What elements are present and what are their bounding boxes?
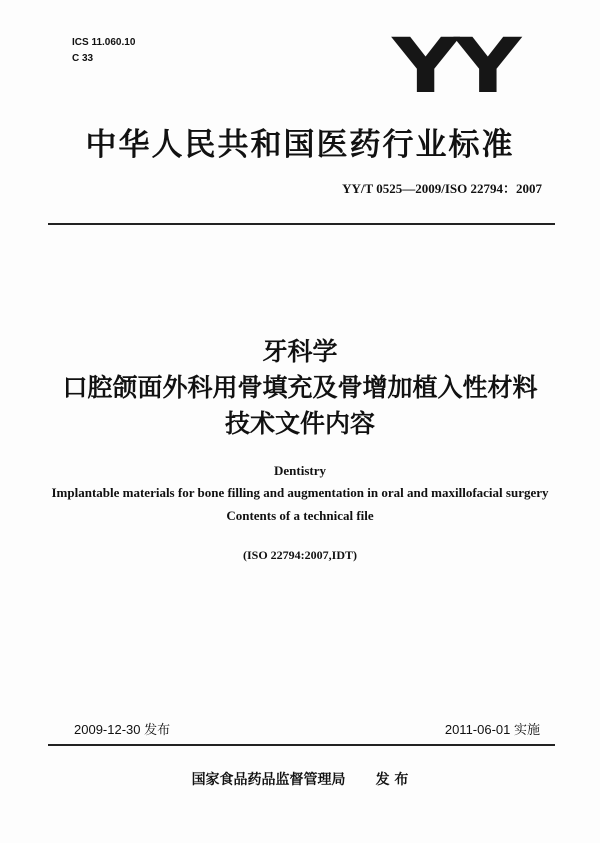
english-title-line-2: Implantable materials for bone filling and augmentation in oral and maxillofacial surgery [51, 485, 549, 500]
standard-category-title: 中华人民共和国医药行业标准 [85, 127, 515, 163]
top-divider [48, 223, 555, 225]
chinese-title-line-1: 牙科学 [262, 337, 338, 366]
issuing-authority [0, 770, 600, 790]
issuer-name: 国家食品药品监督管理局 [191, 772, 346, 788]
issuer-action: 发 布 [375, 772, 409, 788]
yy-logo: YY [392, 21, 517, 110]
ccs-code: C 33 [72, 53, 94, 64]
chinese-title-line-3: 技术文件内容 [224, 409, 375, 438]
iso-equivalence: (ISO 22794:2007,IDT) [242, 548, 357, 562]
english-title-line-1: Dentistry [274, 463, 326, 478]
bottom-divider [48, 744, 555, 746]
implementation-date: 2011-06-01 实施 [444, 722, 540, 737]
standard-number: YY/T 0525—2009/ISO 22794：2007 [342, 181, 542, 196]
ics-code: ICS 11.060.10 [72, 37, 136, 48]
chinese-title-line-2: 口腔颌面外科用骨填充及骨增加植入性材料 [62, 373, 538, 402]
publish-date: 2009-12-30 发布 [74, 722, 171, 737]
english-title-line-3: Contents of a technical file [226, 508, 374, 523]
